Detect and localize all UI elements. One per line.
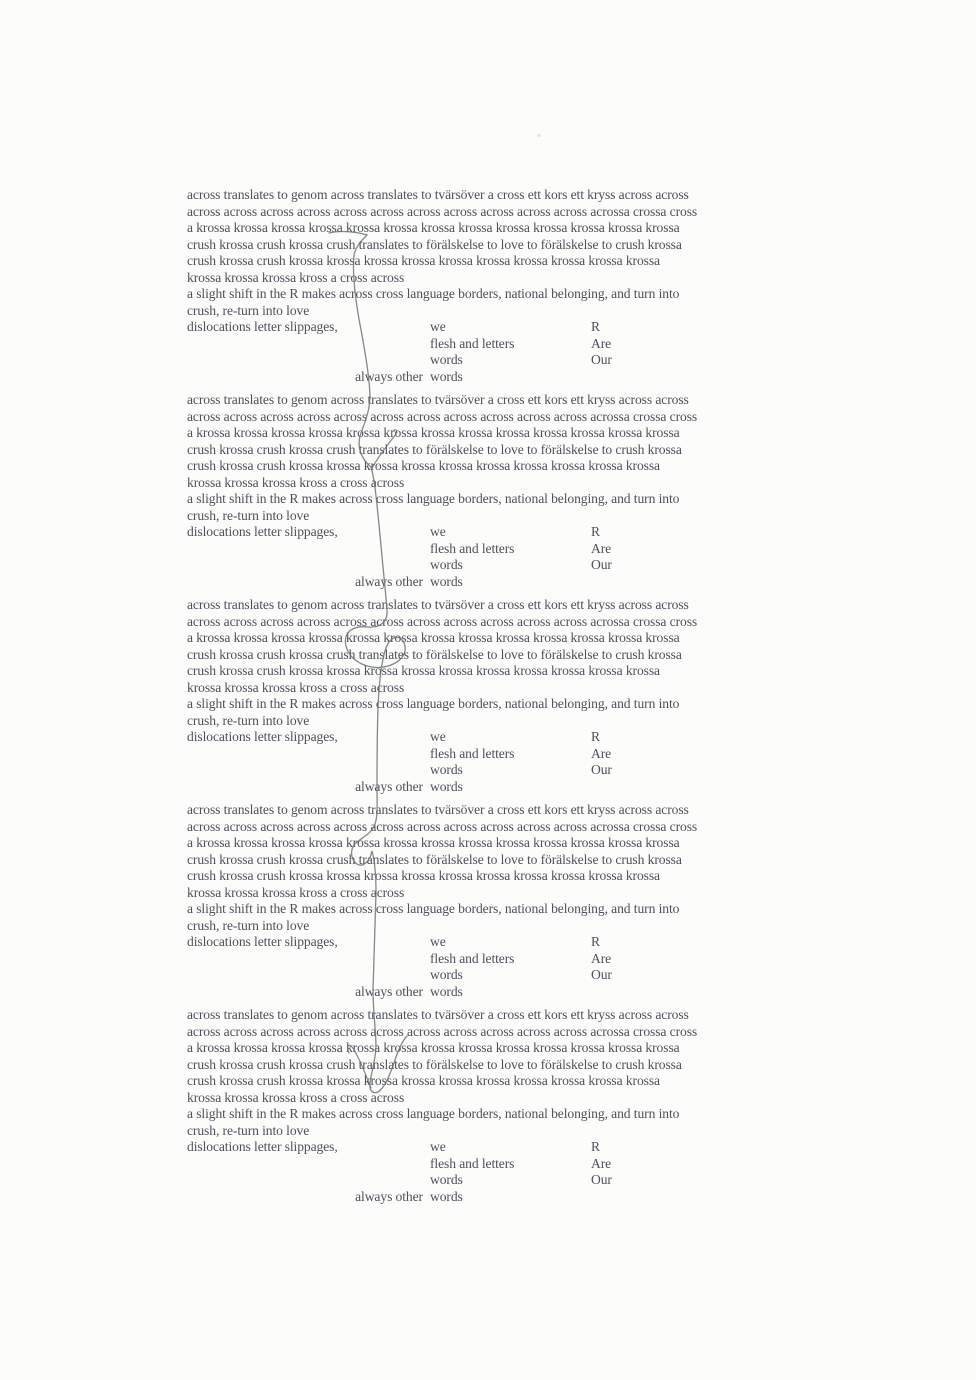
poem-cell-mid: flesh and letters	[430, 540, 515, 556]
poem-cell-mid: words	[430, 967, 463, 982]
poem-line: crush krossa crush krossa krossa krossa krossa krossa krossa krossa krossa krossa krossa	[187, 253, 660, 268]
poem-text-block	[187, 187, 787, 1212]
poem-line: krossa krossa krossa kross a cross across	[187, 679, 405, 695]
stanza	[187, 802, 787, 1000]
poem-line: crush, re-turn into love	[187, 1122, 310, 1138]
poem-line: across translates to genom across translates to tvärsöver a cross ett kors ett kryss across across	[187, 1007, 689, 1022]
poem-column-row	[187, 524, 787, 541]
poem-cell-closing-left: always other	[355, 573, 423, 589]
poem-cell-closing-left: always other	[355, 983, 423, 999]
poem-cell-closing-left: always other	[355, 368, 423, 384]
poem-line: across across across across across across across across across across across acrossa crossa cross	[187, 203, 698, 219]
poem-cell-left: dislocations letter slippages,	[187, 729, 338, 744]
poem-line: across across across across across across across across across across across acrossa crossa cross	[187, 613, 698, 629]
poem-column-row	[187, 746, 787, 763]
poem-line: crush krossa crush krossa crush translates to förälskelse to love to förälskelse to crush krossa	[187, 236, 682, 252]
poem-column-row	[187, 951, 787, 968]
poem-line: across across across across across across across across across across across acrossa crossa cross	[187, 408, 698, 424]
poem-cell-right: Are	[591, 745, 612, 761]
poem-cell-left: dislocations letter slippages,	[187, 934, 338, 949]
poem-line: crush, re-turn into love	[187, 507, 310, 523]
poem-line: a krossa krossa krossa krossa krossa krossa krossa krossa krossa krossa krossa krossa krossa	[187, 425, 680, 440]
poem-column-row	[187, 967, 787, 984]
poem-cell-mid: we	[430, 1139, 446, 1154]
poem-line: across translates to genom across translates to tvärsöver a cross ett kors ett kryss across across	[187, 802, 689, 817]
poem-line: across translates to genom across translates to tvärsöver a cross ett kors ett kryss across across	[187, 187, 689, 202]
poem-line: krossa krossa krossa kross a cross across	[187, 269, 405, 285]
poem-cell-mid: flesh and letters	[430, 950, 515, 966]
poem-column-row	[187, 779, 787, 796]
poem-column-row	[187, 541, 787, 558]
poem-column-row	[187, 557, 787, 574]
poem-cell-right: Our	[591, 352, 612, 367]
poem-line: crush krossa crush krossa crush translates to förälskelse to love to förälskelse to crush krossa	[187, 646, 682, 662]
poem-line: krossa krossa krossa kross a cross across	[187, 884, 405, 900]
poem-cell-mid: words	[430, 557, 463, 572]
poem-column-row	[187, 1189, 787, 1206]
poem-cell-right: Are	[591, 335, 612, 351]
poem-column-row	[187, 1139, 787, 1156]
poem-cell-mid: we	[430, 729, 446, 744]
stanza	[187, 187, 787, 385]
poem-column-row	[187, 574, 787, 591]
poem-line: crush krossa crush krossa krossa krossa krossa krossa krossa krossa krossa krossa krossa	[187, 458, 660, 473]
poem-line: crush, re-turn into love	[187, 302, 310, 318]
poem-line: across across across across across across across across across across across acrossa crossa cross	[187, 818, 698, 834]
poem-cell-right: R	[591, 319, 600, 334]
poem-cell-left: dislocations letter slippages,	[187, 1139, 338, 1154]
poem-column-row	[187, 762, 787, 779]
poem-cell-left: dislocations letter slippages,	[187, 319, 338, 334]
poem-line: a krossa krossa krossa krossa krossa krossa krossa krossa krossa krossa krossa krossa krossa	[187, 1040, 680, 1055]
poem-line: a slight shift in the R makes across cross language borders, national belonging, and turn into	[187, 286, 680, 301]
poem-cell-closing-right: words	[430, 778, 463, 794]
poem-cell-right: Our	[591, 967, 612, 982]
poem-cell-right: Are	[591, 540, 612, 556]
poem-cell-mid: flesh and letters	[430, 1155, 515, 1171]
poem-line: krossa krossa krossa kross a cross across	[187, 474, 405, 490]
poem-column-row	[187, 934, 787, 951]
poem-line: crush, re-turn into love	[187, 917, 310, 933]
poem-line: a slight shift in the R makes across cross language borders, national belonging, and turn into	[187, 1106, 680, 1121]
poem-line: a slight shift in the R makes across cross language borders, national belonging, and turn into	[187, 901, 680, 916]
poem-line: across translates to genom across translates to tvärsöver a cross ett kors ett kryss across across	[187, 597, 689, 612]
poem-cell-mid: words	[430, 1172, 463, 1187]
poem-cell-mid: flesh and letters	[430, 745, 515, 761]
stanza	[187, 392, 787, 590]
poem-column-row	[187, 1172, 787, 1189]
poem-cell-closing-left: always other	[355, 1188, 423, 1204]
poem-line: across translates to genom across translates to tvärsöver a cross ett kors ett kryss across across	[187, 392, 689, 407]
poem-line: crush krossa crush krossa crush translates to förälskelse to love to förälskelse to crush krossa	[187, 441, 682, 457]
stanza	[187, 1007, 787, 1205]
poem-cell-mid: flesh and letters	[430, 335, 515, 351]
poem-line: a slight shift in the R makes across cross language borders, national belonging, and turn into	[187, 491, 680, 506]
poem-column-row	[187, 352, 787, 369]
poem-column-row	[187, 369, 787, 386]
poem-line: crush krossa crush krossa krossa krossa krossa krossa krossa krossa krossa krossa krossa	[187, 663, 660, 678]
poem-line: crush krossa crush krossa krossa krossa krossa krossa krossa krossa krossa krossa krossa	[187, 1073, 660, 1088]
poem-line: a krossa krossa krossa krossa krossa krossa krossa krossa krossa krossa krossa krossa krossa	[187, 630, 680, 645]
stanza	[187, 597, 787, 795]
poem-cell-closing-right: words	[430, 368, 463, 384]
poem-column-row	[187, 984, 787, 1001]
poem-cell-mid: we	[430, 524, 446, 539]
poem-column-row	[187, 729, 787, 746]
poem-line: krossa krossa krossa kross a cross across	[187, 1089, 405, 1105]
poem-cell-closing-left: always other	[355, 778, 423, 794]
poem-line: crush krossa crush krossa krossa krossa krossa krossa krossa krossa krossa krossa krossa	[187, 868, 660, 883]
poem-line: crush, re-turn into love	[187, 712, 310, 728]
poem-cell-left: dislocations letter slippages,	[187, 524, 338, 539]
poem-cell-right: Our	[591, 762, 612, 777]
poem-cell-right: Are	[591, 1155, 612, 1171]
poem-cell-mid: we	[430, 319, 446, 334]
poem-cell-right: R	[591, 934, 600, 949]
poem-cell-closing-right: words	[430, 573, 463, 589]
poem-line: a krossa krossa krossa krossa krossa krossa krossa krossa krossa krossa krossa krossa krossa	[187, 835, 680, 850]
poem-column-row	[187, 319, 787, 336]
poem-line: a slight shift in the R makes across cross language borders, national belonging, and turn into	[187, 696, 680, 711]
poem-cell-mid: we	[430, 934, 446, 949]
poem-column-row	[187, 1156, 787, 1173]
poem-cell-closing-right: words	[430, 1188, 463, 1204]
poem-line: crush krossa crush krossa crush translates to förälskelse to love to förälskelse to crush krossa	[187, 1056, 682, 1072]
poem-cell-closing-right: words	[430, 983, 463, 999]
poem-cell-right: Are	[591, 950, 612, 966]
poem-cell-right: R	[591, 1139, 600, 1154]
poem-cell-right: Our	[591, 1172, 612, 1187]
poem-cell-mid: words	[430, 762, 463, 777]
poem-line: crush krossa crush krossa crush translates to förälskelse to love to förälskelse to crush krossa	[187, 851, 682, 867]
poem-cell-right: R	[591, 729, 600, 744]
scan-speck	[537, 134, 541, 137]
poem-cell-right: R	[591, 524, 600, 539]
poem-line: a krossa krossa krossa krossa krossa krossa krossa krossa krossa krossa krossa krossa krossa	[187, 220, 680, 235]
poem-cell-mid: words	[430, 352, 463, 367]
poem-cell-right: Our	[591, 557, 612, 572]
poem-column-row	[187, 336, 787, 353]
poem-line: across across across across across across across across across across across acrossa crossa cross	[187, 1023, 698, 1039]
